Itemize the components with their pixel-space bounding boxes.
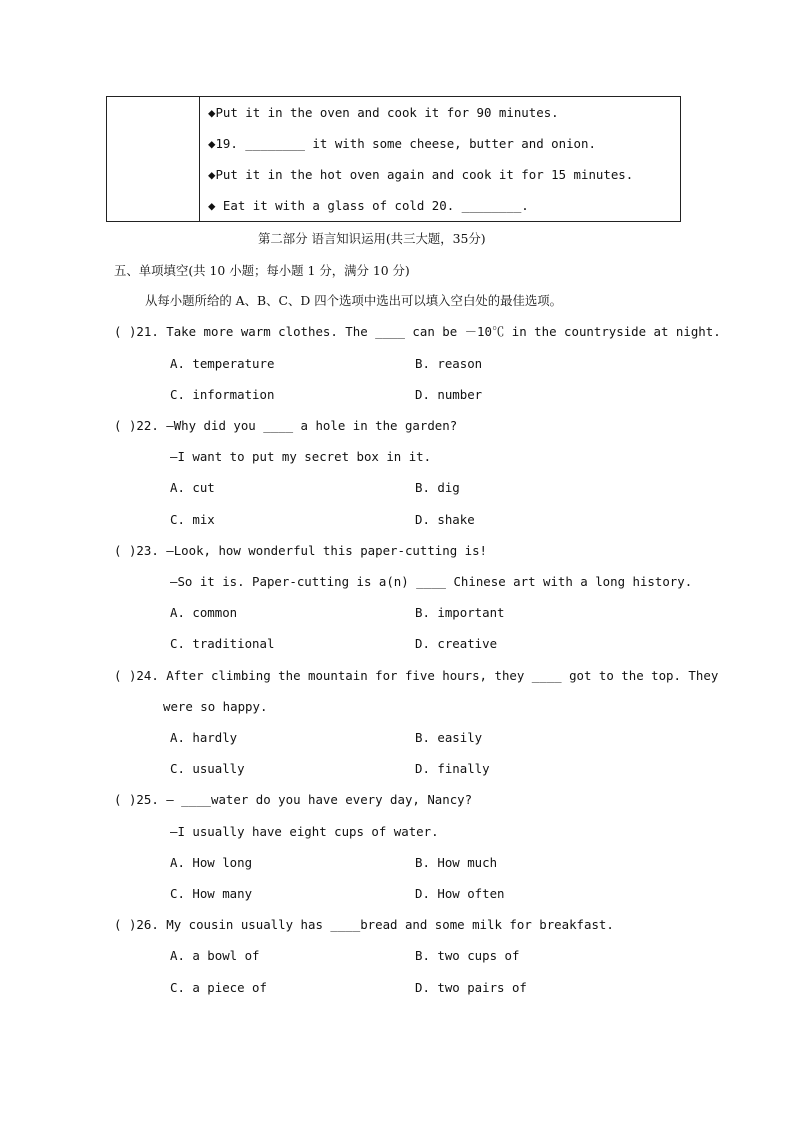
answer-paren-open: ( <box>114 543 122 558</box>
question-number: 24 <box>136 668 152 683</box>
option-b: B. easily <box>415 730 483 745</box>
answer-paren-close: ) <box>128 418 137 433</box>
option-b: B. reason <box>415 356 483 371</box>
option-c: C. a piece of <box>170 980 267 995</box>
option-c: C. traditional <box>170 636 275 651</box>
recipe-step: ◆ Eat it with a glass of cold 20. ________. <box>208 198 529 213</box>
question-number: 22 <box>136 418 152 433</box>
answer-paren-open: ( <box>114 792 122 807</box>
question-stem: Take more warm clothes. The ____ can be －10℃ in the countryside at night. <box>166 324 721 339</box>
question-stem: —Look, how wonderful this paper-cutting is! <box>166 543 488 558</box>
option-a: A. How long <box>170 855 253 870</box>
question-stem-line: —So it is. Paper-cutting is a(n) ____ Chinese art with a long history. <box>170 574 693 589</box>
option-b: B. How much <box>415 855 498 870</box>
recipe-step: ◆Put it in the hot oven again and cook it for 15 minutes. <box>208 167 634 182</box>
answer-paren-close: ) <box>128 543 137 558</box>
question-26: ( )26. My cousin usually has ____bread and some milk for breakfast. <box>114 917 614 932</box>
question-23: ( )23. —Look, how wonderful this paper-cutting is! <box>114 543 488 558</box>
question-25: ( )25. — ____water do you have every day, Nancy? <box>114 792 473 807</box>
option-d: D. How often <box>415 886 505 901</box>
question-number: 21 <box>136 324 152 339</box>
question-number: 26 <box>136 917 152 932</box>
option-a: A. hardly <box>170 730 238 745</box>
answer-paren-open: ( <box>114 668 122 683</box>
question-number: 23 <box>136 543 152 558</box>
recipe-steps-cell <box>200 97 681 222</box>
option-c: C. information <box>170 387 275 402</box>
question-stem: My cousin usually has ____bread and some milk for breakfast. <box>166 917 614 932</box>
recipe-table <box>106 96 681 222</box>
answer-paren-close: ) <box>128 792 137 807</box>
answer-paren-open: ( <box>114 917 122 932</box>
question-stem: — ____water do you have every day, Nancy? <box>166 792 473 807</box>
recipe-label-cell <box>107 97 200 222</box>
option-b: B. dig <box>415 480 460 495</box>
option-c: C. How many <box>170 886 253 901</box>
section-title: 第二部分 语言知识运用(共三大题，35分) <box>258 231 486 246</box>
answer-paren-open: ( <box>114 418 122 433</box>
question-stem-line: —I want to put my secret box in it. <box>170 449 432 464</box>
answer-paren-open: ( <box>114 324 122 339</box>
answer-paren-close: ) <box>128 324 137 339</box>
option-a: A. temperature <box>170 356 275 371</box>
answer-paren-close: ) <box>128 917 137 932</box>
question-stem: After climbing the mountain for five hours, they ____ got to the top. They <box>166 668 719 683</box>
question-number: 25 <box>136 792 152 807</box>
question-24: ( )24. After climbing the mountain for five hours, they ____ got to the top. They <box>114 668 719 683</box>
answer-paren-close: ) <box>128 668 137 683</box>
instructions: 从每小题所给的 A、B、C、D 四个选项中选出可以填入空白处的最佳选项。 <box>145 293 563 308</box>
option-b: B. two cups of <box>415 948 520 963</box>
option-c: C. usually <box>170 761 245 776</box>
option-d: D. creative <box>415 636 498 651</box>
question-22: ( )22. —Why did you ____ a hole in the garden? <box>114 418 458 433</box>
option-d: D. finally <box>415 761 490 776</box>
recipe-step: ◆Put it in the oven and cook it for 90 minutes. <box>208 105 559 120</box>
option-b: B. important <box>415 605 505 620</box>
option-d: D. two pairs of <box>415 980 527 995</box>
option-d: D. shake <box>415 512 475 527</box>
option-a: A. a bowl of <box>170 948 260 963</box>
question-stem: —Why did you ____ a hole in the garden? <box>166 418 458 433</box>
question-stem-line: —I usually have eight cups of water. <box>170 824 439 839</box>
option-d: D. number <box>415 387 483 402</box>
question-stem-line: were so happy. <box>163 699 268 714</box>
option-a: A. common <box>170 605 238 620</box>
option-c: C. mix <box>170 512 215 527</box>
recipe-step: ◆19. ________ it with some cheese, butter and onion. <box>208 136 596 151</box>
part-heading: 五、单项填空(共 10 小题；每小题 1 分，满分 10 分) <box>114 263 410 278</box>
option-a: A. cut <box>170 480 215 495</box>
question-21: ( )21. Take more warm clothes. The ____ can be －10℃ in the countryside at night. <box>114 324 721 339</box>
